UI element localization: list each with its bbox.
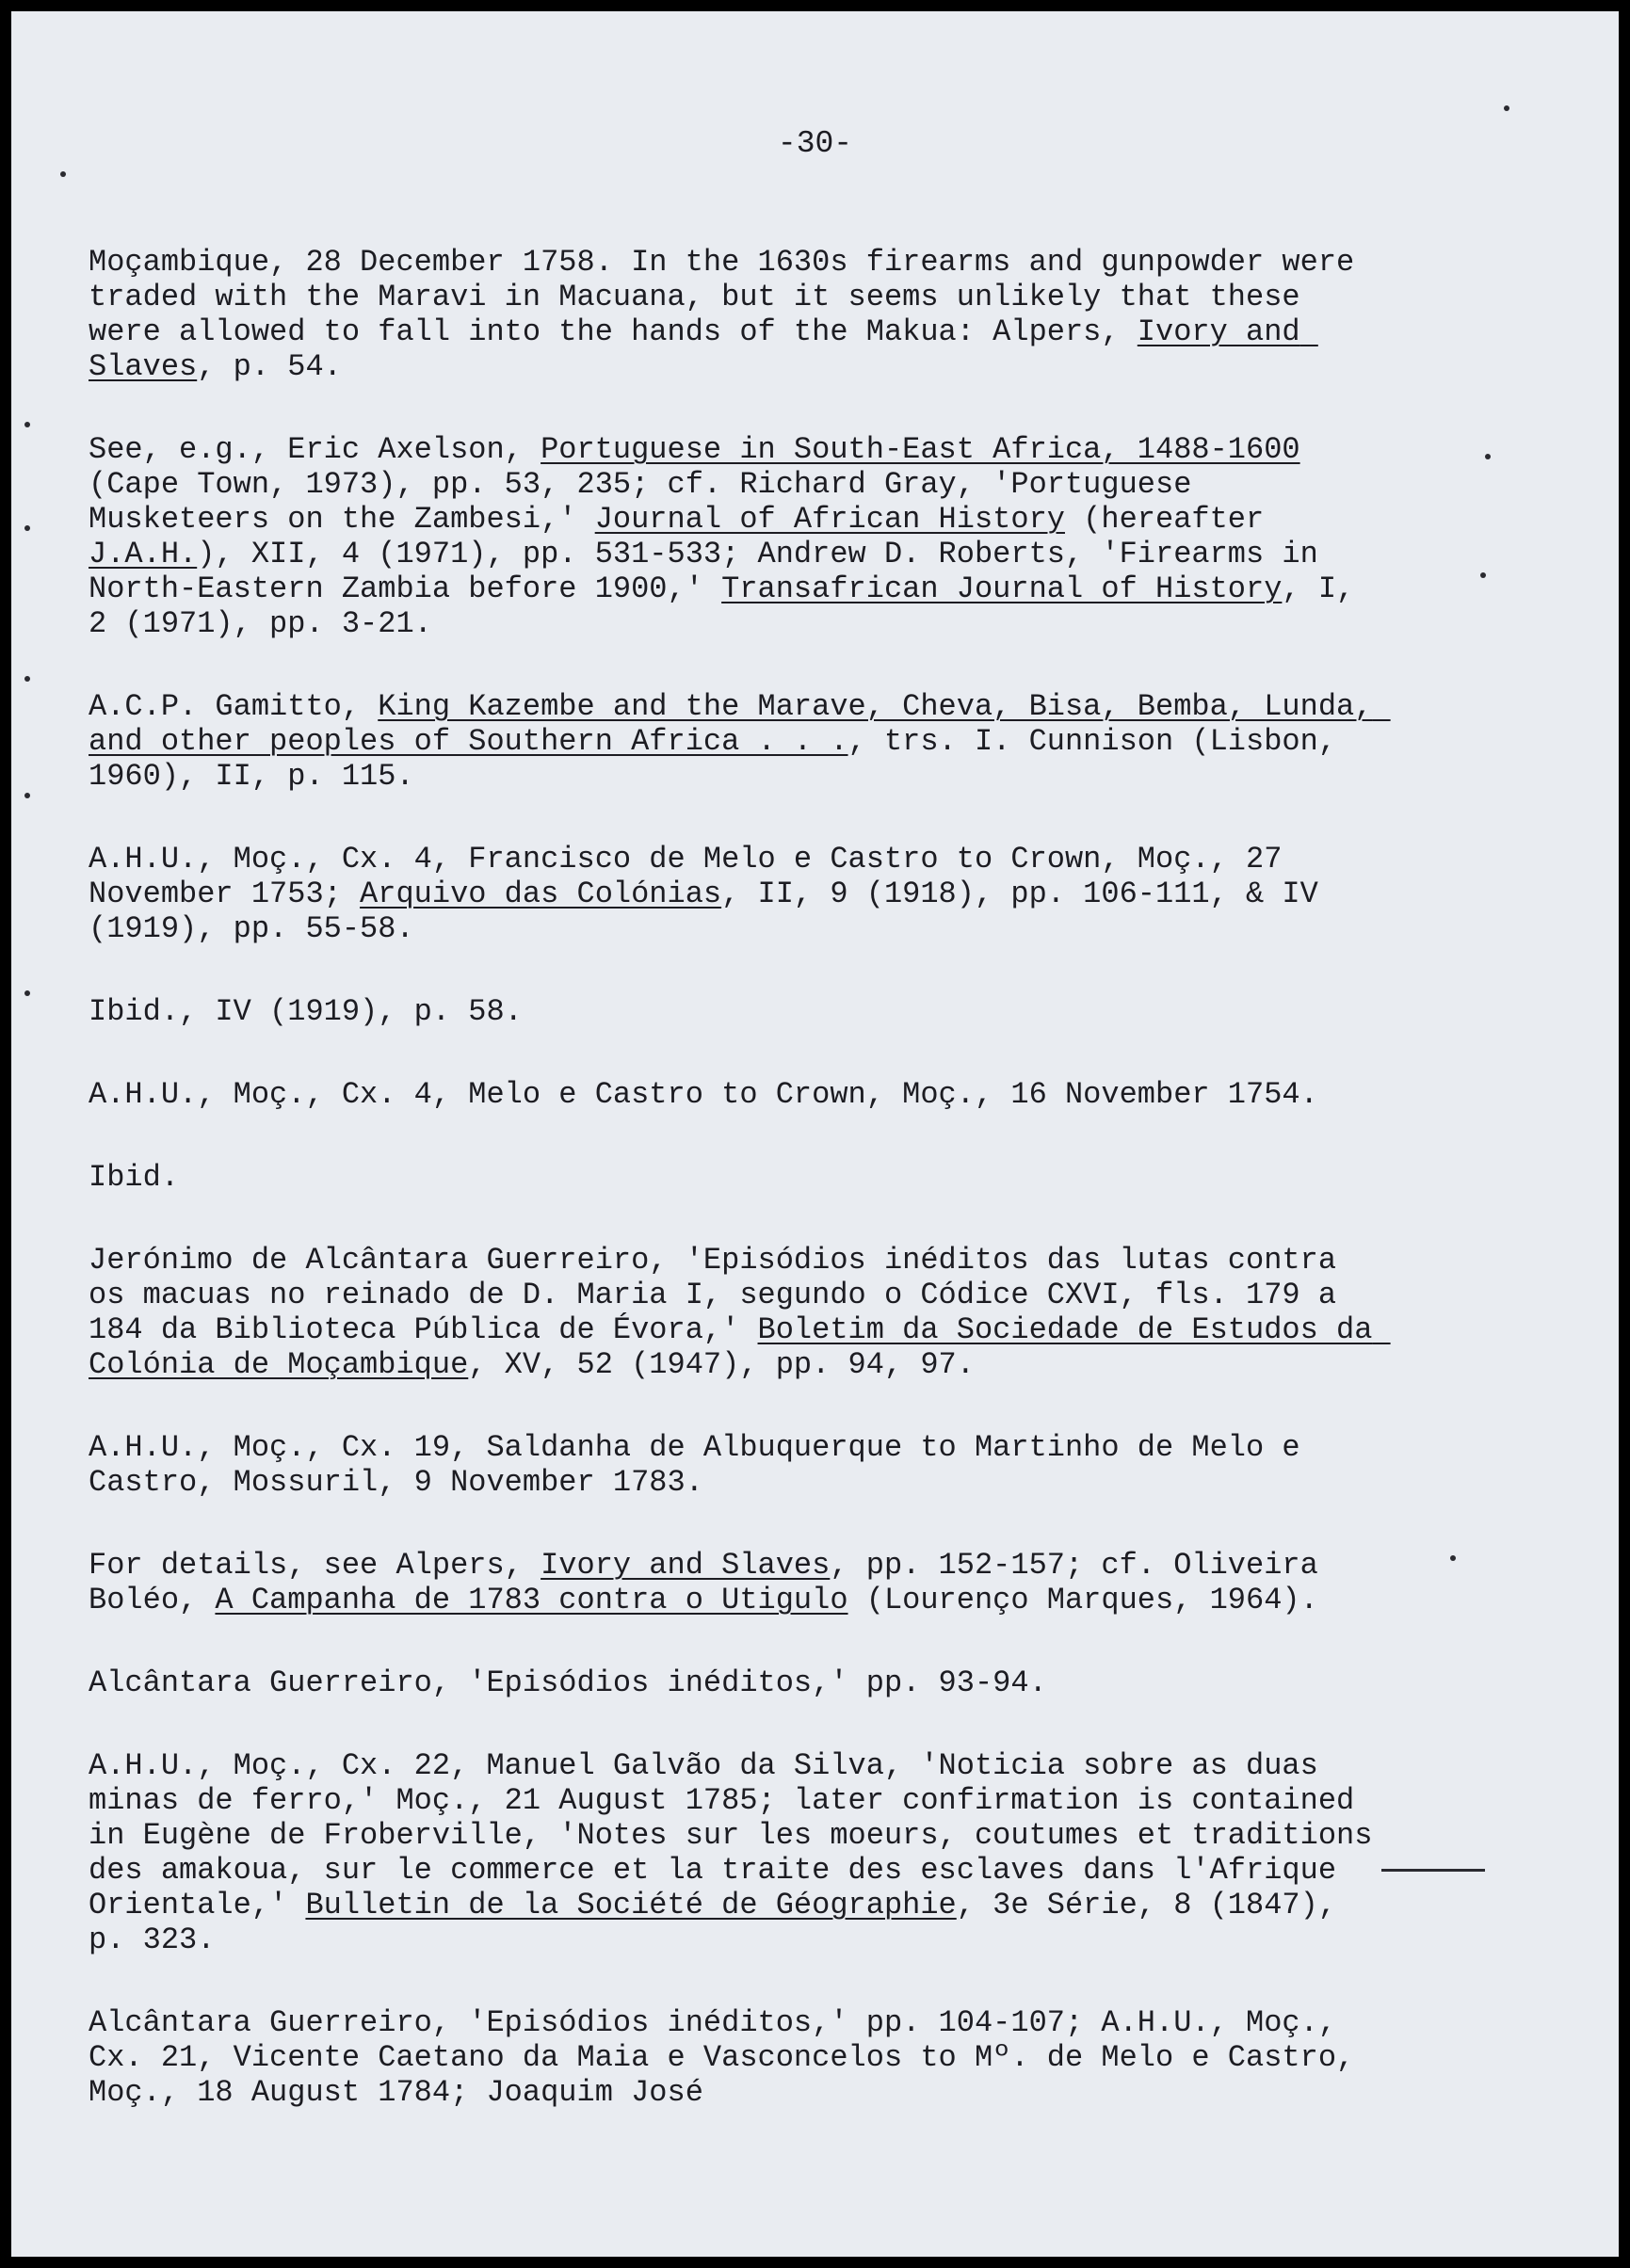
footnote-title: King Kazembe and the Marave, Cheva, Bisa, Bemba, Lunda, and other peoples of Southern Africa . . . (89, 689, 1391, 759)
footnote-text-run: (Cape Town, 1973), pp. 53, 235; cf. Richard Gray, 'Portuguese Musketeers on the Zambesi,' (89, 432, 1318, 537)
footnote-text (89, 1243, 1391, 1382)
footnote (89, 1430, 1379, 1500)
footnote-text-run: See, e.g., Eric Axelson, (89, 432, 541, 467)
margin-speck (1450, 1555, 1456, 1561)
margin-speck (24, 525, 30, 531)
footnote (89, 1243, 1391, 1382)
footnote-text-run: Alcântara Guerreiro, 'Episódios inéditos,' pp. 104-107; A.H.U., Moç., Cx. 21, Vicente Caetano da Maia e Vasconcelos to Mº. de Melo e Castro, Moç., 18 August 1784; Joaquim José (89, 2005, 1373, 2110)
footnote-text-run: A.H.U., Moç., Cx. 22, Manuel Galvão da Silva, 'Noticia sobre as duas minas de ferro,' Moç., 21 August 1785; later confirmation is contained in Eugène de Froberville, 'Notes sur les moeurs, coutumes et traditions des amakoua, sur le commerce et la traite des esclaves dans l'Afrique Orientale,' (89, 1748, 1391, 1922)
footnote-title: Ivory and Slaves (541, 1548, 831, 1583)
margin-speck (1485, 454, 1491, 459)
footnote-text-run: A.H.U., Moç., Cx. 19, Saldanha de Albuquerque to Martinho de Melo e Castro, Mossuril, 9 November 1783. (89, 1430, 1318, 1500)
footnote (89, 2005, 1379, 2110)
footnote-text (89, 842, 1379, 946)
footnote (89, 1748, 1391, 1957)
footnote-title: Arquivo das Colónias (360, 877, 722, 911)
footnotes (89, 245, 1391, 2158)
footnote-text (89, 245, 1379, 384)
footnote-text (89, 1160, 1379, 1195)
footnote-text-run: Ibid., IV (1919), p. 58. (89, 994, 523, 1029)
footnote-text-run: , 3e Série, 8 (1847), p. 323. (89, 1888, 1355, 1957)
footnote-text-run: , I, 2 (1971), pp. 3-21. (89, 571, 1373, 641)
footnote (89, 1665, 1379, 1700)
page-number: -30- (777, 126, 853, 161)
footnote (89, 1160, 1379, 1195)
footnote (89, 1077, 1379, 1112)
footnote (89, 689, 1391, 794)
footnote-text-run: Alcântara Guerreiro, 'Episódios inéditos,' pp. 93-94. (89, 1665, 1047, 1700)
footnote-text (89, 2005, 1379, 2110)
footnote-title: Portuguese in South-East Africa, 1488-1600 (541, 432, 1300, 467)
footnote-text-run: , pp. 152-157; cf. Oliveira Boléo, (89, 1548, 1337, 1617)
footnote-title: Transafrican Journal of History (721, 571, 1283, 606)
footnote-text-run: (hereafter (1064, 502, 1283, 537)
margin-speck (24, 422, 30, 427)
footnote-text-run: Jerónimo de Alcântara Guerreiro, 'Episódios inéditos das lutas contra os macuas no reinado de D. Maria I, segundo o Códice CXVI, fls. 179 a 184 da Biblioteca Pública de Évora,' (89, 1243, 1355, 1347)
margin-speck (24, 793, 30, 798)
footnote-title: Bulletin de la Société de Géographie (305, 1888, 957, 1922)
margin-speck (24, 990, 30, 996)
margin-speck (24, 676, 30, 682)
footnote (89, 245, 1379, 384)
footnote-title: Ivory and Slaves (89, 314, 1318, 384)
footnote-text-run: A.C.P. Gamitto, (89, 689, 379, 724)
footnote-text (89, 432, 1379, 641)
footnote-text (89, 1077, 1379, 1112)
footnote (89, 432, 1379, 641)
footnote-text (89, 1430, 1379, 1500)
margin-speck (1504, 105, 1509, 111)
footnote-text (89, 689, 1391, 794)
margin-speck (60, 171, 66, 177)
margin-dash (1381, 1869, 1485, 1872)
footnote-title: Journal of African History (594, 502, 1065, 537)
footnote-title: J.A.H. (89, 537, 198, 571)
footnote-text (89, 1548, 1379, 1617)
footnote-text-run: A.H.U., Moç., Cx. 4, Francisco de Melo e Castro to Crown, Moç., 27 November 1753; (89, 842, 1300, 911)
footnote-text (89, 1665, 1379, 1700)
footnote-text-run: Moçambique, 28 December 1758. In the 1630s firearms and gunpowder were traded with the Maravi in Macuana, but it seems unlikely that these were allowed to fall into the hands of the Makua: Alpers, (89, 245, 1373, 349)
footnote-text-run: , p. 54. (197, 349, 342, 384)
footnote (89, 1548, 1379, 1617)
footnote-text-run: A.H.U., Moç., Cx. 4, Melo e Castro to Crown, Moç., 16 November 1754. (89, 1077, 1318, 1112)
footnote-text-run: , II, 9 (1918), pp. 106-111, & IV (1919), pp. 55-58. (89, 877, 1337, 946)
footnote-title: Boletim da Sociedade de Estudos da Colónia de Moçambique (89, 1312, 1391, 1382)
footnote-text-run: Ibid. (89, 1160, 180, 1195)
footnote (89, 994, 1379, 1029)
footnote-text (89, 994, 1379, 1029)
footnote-text-run: For details, see Alpers, (89, 1548, 541, 1583)
footnote-text-run: (Lourenço Marques, 1964). (847, 1583, 1318, 1617)
footnote-title: A Campanha de 1783 contra o Utigulo (215, 1583, 848, 1617)
margin-speck (1480, 572, 1486, 578)
footnote-text-run: , XV, 52 (1947), pp. 94, 97. (468, 1347, 975, 1382)
footnote-text-run: , trs. I. Cunnison (Lisbon, 1960), II, p. 115. (89, 724, 1355, 794)
footnote (89, 842, 1379, 946)
footnote-text-run: ), XII, 4 (1971), pp. 531-533; Andrew D. Roberts, 'Firearms in North-Eastern Zambia before 1900,' (89, 537, 1337, 606)
document-page (11, 11, 1619, 2257)
footnote-text (89, 1748, 1391, 1957)
